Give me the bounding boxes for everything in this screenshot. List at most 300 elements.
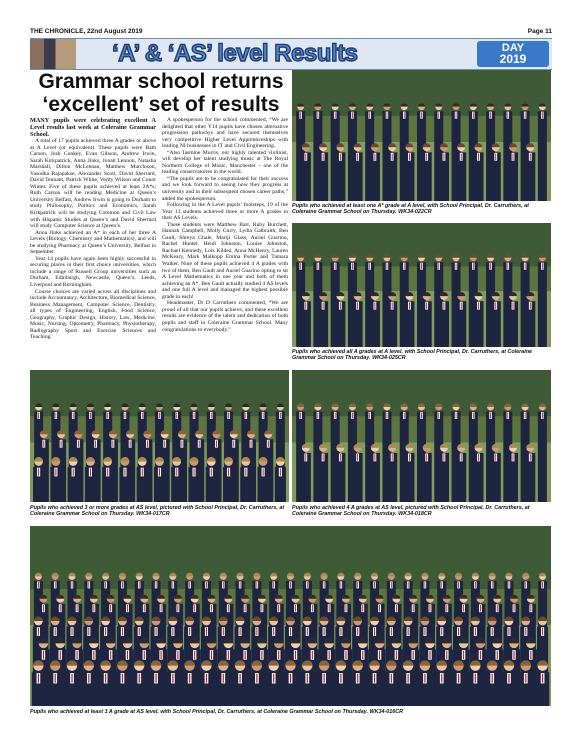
pupil-tie — [456, 112, 457, 118]
pupil-tie — [335, 112, 336, 118]
pupil-tie — [542, 582, 543, 588]
pupil-tie — [507, 263, 508, 269]
pupil-tie — [387, 263, 388, 269]
pupil-tie — [110, 605, 111, 612]
pupil-tie — [73, 468, 74, 475]
pupil-tie — [194, 651, 195, 659]
pupil-tie — [530, 302, 531, 309]
article-paragraph: “The pupils are to be congratulated for their success and we look forward to seeing how they progress at university and in their subsequent chosen career paths,” added the spokesperson. — [162, 175, 288, 202]
pupil-tie — [507, 112, 508, 118]
pupil-tie — [206, 674, 207, 683]
pupil-tie — [144, 605, 145, 612]
pupil-tie — [379, 605, 380, 612]
pupil-tie — [387, 112, 388, 118]
pupil-tie — [475, 674, 476, 683]
article-paragraph: Anna Jinks achieved an A* in each of her three A Levels (Biology, Chemistry and Mathematics), and will be studying Pharmacy at Queen’s University, Belfast in September. — [30, 229, 156, 256]
pupil-tie — [130, 440, 131, 447]
pupil-tie — [443, 302, 444, 309]
pupil-tie — [497, 605, 498, 612]
group-photo-illustration — [292, 223, 551, 347]
pupil-tie — [329, 651, 330, 659]
pupil-tie — [211, 468, 212, 475]
pupil-tie — [256, 674, 257, 683]
pupil-tie — [421, 263, 422, 269]
pupil-tie — [177, 651, 178, 659]
pupil-tie — [426, 454, 427, 461]
pupil-tie — [155, 674, 156, 683]
pupil-tie — [156, 628, 157, 635]
pupil-tie — [530, 651, 531, 659]
photo-four-as-level — [292, 370, 551, 502]
pupil-tie — [300, 112, 301, 118]
pupil-tie — [542, 412, 543, 418]
pupil-tie — [475, 582, 476, 588]
pupil-tie — [295, 605, 296, 612]
pupil-tie — [228, 468, 229, 475]
pupil-tie — [189, 628, 190, 635]
pupil-tie — [228, 412, 229, 418]
pupil-tie — [172, 628, 173, 635]
pupil-tie — [142, 468, 143, 475]
pupil-tie — [159, 412, 160, 418]
pupil-tie — [525, 412, 526, 418]
pupil-tie — [55, 674, 56, 683]
pupil-tie — [513, 651, 514, 659]
pupil-tie — [164, 440, 165, 447]
pupil-tie — [463, 651, 464, 659]
pupil-tie — [404, 263, 405, 269]
pupil-tie — [542, 628, 543, 635]
pupil-tie — [38, 468, 39, 475]
pupil-tie — [127, 651, 128, 659]
pupil-tie — [300, 412, 301, 418]
pupil-tie — [514, 605, 515, 612]
photo-three-as-level — [30, 370, 289, 502]
pupil-tie — [458, 628, 459, 635]
pupil-tie — [391, 674, 392, 683]
pupil-blazer — [538, 411, 547, 502]
article-paragraph: These students were Matthew Barr, Ruby Burchett, Hannah Campbell, Molly Curry, Lydia Galbraith, Ben Gault, Shreya Ghale, Mariji Glass, Auriel Guarino, Rachel Hunter, Heidi Johnston, Louise Johnston, Rachael Kennedy, Lois Kildea, Anna McHenry, Lauren McKeary, Mark Malkopp Emma Porter and Tamara Walker. Nine of these pupils achieved 4 A grades with two of them, Ben Gault and Auriel Guarino opting to sit A Level Mathematics in one year and both of them achieving an A*. Ben Gault actually studied 4 AS levels and one full A level and managed the highest possible grade in each! — [162, 221, 288, 300]
pupil-tie — [147, 440, 148, 447]
pupil-tie — [369, 263, 370, 269]
pupil-tie — [408, 582, 409, 588]
pupil-tie — [228, 605, 229, 612]
pupil-tie — [426, 153, 427, 160]
pupil-tie — [374, 582, 375, 588]
pupil-tie — [228, 651, 229, 659]
pupil-tie — [542, 674, 543, 683]
pupil-tie — [305, 454, 306, 461]
pupil-tie — [38, 412, 39, 418]
pupil-tie — [161, 605, 162, 612]
pupil-tie — [38, 582, 39, 588]
pupil-tie — [307, 674, 308, 683]
pupil-tie — [335, 412, 336, 418]
pupil-tie — [60, 651, 61, 659]
article-paragraph: Year 14 pupils have again been highly successful in securing places in their first choice universities, which include a range of Russell Group universities such as Durham, Edinburgh, Newcastle, Queen’s, Leeds, Liverpool and Birmingham. — [30, 255, 156, 289]
pupil-tie — [177, 605, 178, 612]
pupil-tie — [409, 302, 410, 309]
pupil-tie — [88, 582, 89, 588]
pupil-tie — [60, 605, 61, 612]
publication-date: THE CHRONICLE, 22nd August 2019 — [30, 28, 143, 35]
pupil-tie — [211, 412, 212, 418]
pupil-tie — [446, 605, 447, 612]
pupil-tie — [245, 412, 246, 418]
pupil-tie — [176, 468, 177, 475]
pupil-tie — [495, 302, 496, 309]
banner-photo-strip — [30, 39, 76, 69]
pupil-tie — [176, 412, 177, 418]
pupil-tie — [404, 112, 405, 118]
pupil-tie — [124, 468, 125, 475]
pupil-tie — [239, 674, 240, 683]
article-paragraph: A total of 17 pupils achieved three A grades or above at A Level (or equivalent). These pupils were Bath Carson, Josh Conkey, Evan Gibson, Andrew Irwin, Sarah Kirkpatrick, Anna Jinks, Jonah Lennon, Natasha Marshall, Dillon McLennan, Matthew Murchison, Yasodha Rajapakse, Alexander Scott, David Sherrard, David Tennant, Patrick White, Verity Wilson and Conor Winter. Five of these pupils achieved at least 2A*s; Ruth Carson will be reading Medicine at Queen’s University Belfast, Andrew Irwin is going to Durham to study Philosophy, Politics and Economics, Sarah Kirkpatrick will be studying Common and Civil Law with Hispanic Studies at Queen’s and David Sherrard will study Computer Science at Queen’s. — [30, 138, 156, 230]
pupil-tie — [88, 674, 89, 683]
pupil-tie — [441, 674, 442, 683]
pupil-tie — [305, 153, 306, 160]
pupil-tie — [139, 674, 140, 683]
group-photo-illustration — [30, 370, 289, 502]
pupil-tie — [441, 628, 442, 635]
pupil-tie — [413, 651, 414, 659]
pupil-tie — [125, 412, 126, 418]
photo-caption: Pupils who achieved at least 1 A grade at AS level, with School Principal, Dr. Carruthers, at Coleraine Grammar School on Thursday. WK34-016CR — [30, 709, 404, 715]
pupil-tie — [139, 628, 140, 635]
pupil-tie — [438, 412, 439, 418]
pupil-tie — [446, 651, 447, 659]
pupil-tie — [240, 628, 241, 635]
pupil-tie — [409, 153, 410, 160]
photo-astar-a-level — [292, 70, 551, 201]
pupil-tie — [424, 628, 425, 635]
pupil-tie — [340, 302, 341, 309]
pupil-tie — [525, 628, 526, 635]
photo-all-a-grades — [292, 223, 551, 347]
banner-title: ‘A’ & ‘AS’ level Results — [112, 40, 358, 67]
pupil-tie — [38, 674, 39, 683]
pupil-tie — [362, 651, 363, 659]
pupil-tie — [142, 412, 143, 418]
page-number: Page 11 — [527, 28, 552, 35]
photo-caption: Pupils who achieved at least one A* grade at A level, with School Principal, Dr. Carruthers, at Coleraine Grammar School on Thursday. WK34-022CR — [292, 203, 529, 216]
pupil-tie — [438, 112, 439, 118]
pupil-tie — [374, 153, 375, 160]
pupil-tie — [396, 605, 397, 612]
pupil-tie — [473, 412, 474, 418]
pupil-tie — [509, 582, 510, 588]
pupil-tie — [391, 628, 392, 635]
pupil-tie — [300, 263, 301, 269]
photo-caption: Pupils who achieved 4 A grades at AS level, pictured with School Principal, Dr. Carruthers, at Coleraine Grammar School on Thursday. WK34-018CR — [292, 505, 530, 518]
pupil-tie — [513, 454, 514, 461]
pupil-tie — [396, 651, 397, 659]
pupil-tie — [122, 674, 123, 683]
pupil-tie — [443, 153, 444, 160]
pupil-tie — [290, 674, 291, 683]
pupil-tie — [43, 440, 44, 447]
article-paragraph: Headmaster, Dr D Carruthers commented, “We are proud of all that our pupils achieve, and these excellent results are evidence of the talent and dedication of both pupils and staff in Coleraine Grammar School. Many congratulations to everybody.” — [162, 300, 288, 333]
pupil-tie — [93, 651, 94, 659]
pupil-tie — [456, 263, 457, 269]
pupil-tie — [122, 582, 123, 588]
pupil-tie — [261, 605, 262, 612]
pupil-tie — [280, 412, 281, 418]
pupil-blazer — [538, 262, 547, 347]
pupil-tie — [318, 112, 319, 118]
pupil-tie — [508, 628, 509, 635]
pupil-tie — [525, 582, 526, 588]
pupil-tie — [161, 651, 162, 659]
pupil-tie — [105, 674, 106, 683]
pupil-tie — [323, 302, 324, 309]
pupil-tie — [71, 674, 72, 683]
pupil-tie — [461, 454, 462, 461]
pupil-tie — [122, 628, 123, 635]
article-column-2 — [162, 117, 288, 333]
headline-line-1: Grammar school returns — [38, 70, 284, 93]
pupil-tie — [312, 651, 313, 659]
pupil-tie — [263, 468, 264, 475]
pupil-tie — [458, 582, 459, 588]
pupil-tie — [421, 412, 422, 418]
group-photo-illustration — [30, 526, 551, 706]
pupil-tie — [409, 454, 410, 461]
pupil-tie — [324, 628, 325, 635]
pupil-tie — [357, 302, 358, 309]
pupil-tie — [495, 153, 496, 160]
pupil-tie — [172, 582, 173, 588]
pupil-tie — [374, 454, 375, 461]
pupil-tie — [424, 674, 425, 683]
pupil-tie — [144, 651, 145, 659]
pupil-tie — [156, 582, 157, 588]
pupil-tie — [77, 651, 78, 659]
pupil-tie — [369, 412, 370, 418]
pupil-tie — [256, 628, 257, 635]
pupil-tie — [199, 440, 200, 447]
pupil-tie — [305, 302, 306, 309]
pupil-tie — [72, 628, 73, 635]
pupil-tie — [475, 628, 476, 635]
pupil-tie — [245, 468, 246, 475]
pupil-tie — [90, 412, 91, 418]
pupil-tie — [268, 440, 269, 447]
pupil-tie — [38, 628, 39, 635]
article-headline — [30, 70, 292, 116]
pupil-tie — [357, 674, 358, 683]
pupil-tie — [478, 153, 479, 160]
pupil-tie — [251, 440, 252, 447]
pupil-tie — [508, 674, 509, 683]
pupil-tie — [223, 582, 224, 588]
article-paragraph: Course choices are varied across all disciplines and include Accountancy, Architecture, Biomedical Science, Business Management, Computer Science, Dentistry, all types of Engineering, English, Food Science, Geography, Graphic Design, History, Law, Medicine, Music, Nursing, Optometry, Pharmacy, Physiotherapy, Radiography Sport and Exercise Sciences and Teaching. — [30, 288, 156, 341]
pupil-tie — [61, 440, 62, 447]
article-paragraph: “Also Jasmine Morris, our highly talented violinist, will develop her talent studying music at The Royal Northern College of Music, Manchester – one of the leading conservatoires in the world. — [162, 149, 288, 176]
results-day-badge — [477, 41, 549, 67]
pupil-tie — [105, 628, 106, 635]
pupil-tie — [223, 674, 224, 683]
pupil-tie — [478, 302, 479, 309]
pupil-tie — [318, 263, 319, 269]
article-paragraph: Following in the A Level pupils’ footsteps, 19 of the Year 13 students achieved three or more A grades in their AS Levels. — [162, 202, 288, 222]
pupil-tie — [352, 112, 353, 118]
pupil-tie — [392, 153, 393, 160]
pupil-tie — [369, 112, 370, 118]
pupil-tie — [245, 651, 246, 659]
pupil-tie — [473, 263, 474, 269]
pupil-tie — [88, 628, 89, 635]
pupil-tie — [107, 412, 108, 418]
pupil-tie — [194, 605, 195, 612]
pupil-tie — [357, 582, 358, 588]
pupil-tie — [492, 628, 493, 635]
pupil-tie — [211, 605, 212, 612]
pupil-tie — [525, 112, 526, 118]
page-header — [30, 28, 552, 38]
group-photo-illustration — [292, 370, 551, 502]
pupil-tie — [340, 153, 341, 160]
pupil-tie — [110, 651, 111, 659]
pupil-tie — [323, 153, 324, 160]
pupil-tie — [107, 468, 108, 475]
pupil-tie — [112, 440, 113, 447]
pupil-tie — [194, 412, 195, 418]
pupil-tie — [392, 454, 393, 461]
pupil-tie — [374, 674, 375, 683]
pupil-tie — [480, 651, 481, 659]
pupil-tie — [340, 454, 341, 461]
section-banner — [30, 38, 552, 70]
pupil-tie — [374, 302, 375, 309]
pupil-tie — [95, 440, 96, 447]
pupil-tie — [357, 153, 358, 160]
pupil-tie — [194, 468, 195, 475]
pupil-tie — [408, 674, 409, 683]
pupil-tie — [240, 582, 241, 588]
pupil-tie — [408, 628, 409, 635]
pupil-tie — [387, 412, 388, 418]
pupil-tie — [341, 582, 342, 588]
pupil-tie — [352, 263, 353, 269]
pupil-tie — [329, 605, 330, 612]
pupil-tie — [461, 302, 462, 309]
pupil-tie — [346, 605, 347, 612]
pupil-tie — [216, 440, 217, 447]
pupil-tie — [490, 412, 491, 418]
pupil-tie — [530, 605, 531, 612]
pupil-tie — [542, 263, 543, 269]
pupil-tie — [189, 674, 190, 683]
pupil-tie — [426, 302, 427, 309]
pupil-tie — [223, 628, 224, 635]
pupil-tie — [340, 674, 341, 683]
pupil-tie — [278, 605, 279, 612]
pupil-tie — [458, 674, 459, 683]
pupil-tie — [189, 582, 190, 588]
pupil-tie — [513, 153, 514, 160]
pupil-tie — [73, 412, 74, 418]
pupil-tie — [55, 628, 56, 635]
pupil-tie — [105, 582, 106, 588]
pupil-tie — [324, 674, 325, 683]
pupil-tie — [263, 412, 264, 418]
pupil-tie — [56, 412, 57, 418]
pupil-tie — [490, 112, 491, 118]
pupil-tie — [478, 454, 479, 461]
pupil-tie — [513, 302, 514, 309]
pupil-tie — [413, 605, 414, 612]
pupil-tie — [352, 412, 353, 418]
pupil-tie — [461, 153, 462, 160]
pupil-tie — [181, 440, 182, 447]
pupil-tie — [72, 582, 73, 588]
pupil-blazer — [538, 111, 547, 201]
pupil-tie — [93, 605, 94, 612]
pupil-tie — [421, 112, 422, 118]
pupil-tie — [507, 412, 508, 418]
pupil-tie — [127, 605, 128, 612]
photo-one-a-as-level — [30, 526, 551, 706]
pupil-tie — [404, 412, 405, 418]
pupil-tie — [495, 454, 496, 461]
pupil-tie — [492, 582, 493, 588]
pupil-tie — [357, 628, 358, 635]
pupil-tie — [340, 628, 341, 635]
headline-line-2: ‘excellent’ set of results — [42, 93, 280, 116]
pupil-tie — [323, 454, 324, 461]
pupil-tie — [55, 468, 56, 475]
pupil-tie — [324, 582, 325, 588]
pupil-tie — [379, 651, 380, 659]
pupil-tie — [77, 605, 78, 612]
pupil-tie — [438, 263, 439, 269]
pupil-tie — [492, 674, 493, 683]
pupil-tie — [245, 605, 246, 612]
pupil-tie — [362, 605, 363, 612]
pupil-tie — [273, 628, 274, 635]
pupil-tie — [307, 628, 308, 635]
pupil-tie — [391, 582, 392, 588]
pupil-tie — [473, 112, 474, 118]
pupil-tie — [480, 605, 481, 612]
pupil-tie — [307, 582, 308, 588]
pupil-tie — [280, 468, 281, 475]
pupil-tie — [430, 605, 431, 612]
pupil-tie — [463, 605, 464, 612]
photo-caption: Pupils who achieved all A grades at A level, with School Principal, Dr. Carruthers, at Coleraine Grammar School on Thursday. WK34-025CR — [292, 349, 533, 362]
pupil-tie — [345, 651, 346, 659]
pupil-tie — [490, 263, 491, 269]
article-paragraph: A spokesperson for the school commented, “We are delighted that other Y14 pupils have chosen alternative progression pathways and have secured themselves very competitive Higher Level Apprenticeships with leading NI businesses in IT and Civil Engineering. — [162, 117, 288, 150]
pupil-tie — [443, 454, 444, 461]
pupil-tie — [273, 582, 274, 588]
pupil-tie — [441, 582, 442, 588]
pupil-tie — [295, 651, 296, 659]
article-lead: MANY pupils were celebrating excellent A Level results last week at Coleraine Grammar School. — [30, 117, 156, 138]
pupil-tie — [43, 605, 44, 612]
pupil-tie — [278, 651, 279, 659]
pupil-tie — [357, 454, 358, 461]
pupil-tie — [43, 651, 44, 659]
pupil-tie — [78, 440, 79, 447]
pupil-tie — [374, 628, 375, 635]
pupil-tie — [256, 582, 257, 588]
pupil-tie — [392, 302, 393, 309]
pupil-tie — [456, 412, 457, 418]
pupil-tie — [55, 582, 56, 588]
group-photo-illustration — [292, 70, 551, 201]
